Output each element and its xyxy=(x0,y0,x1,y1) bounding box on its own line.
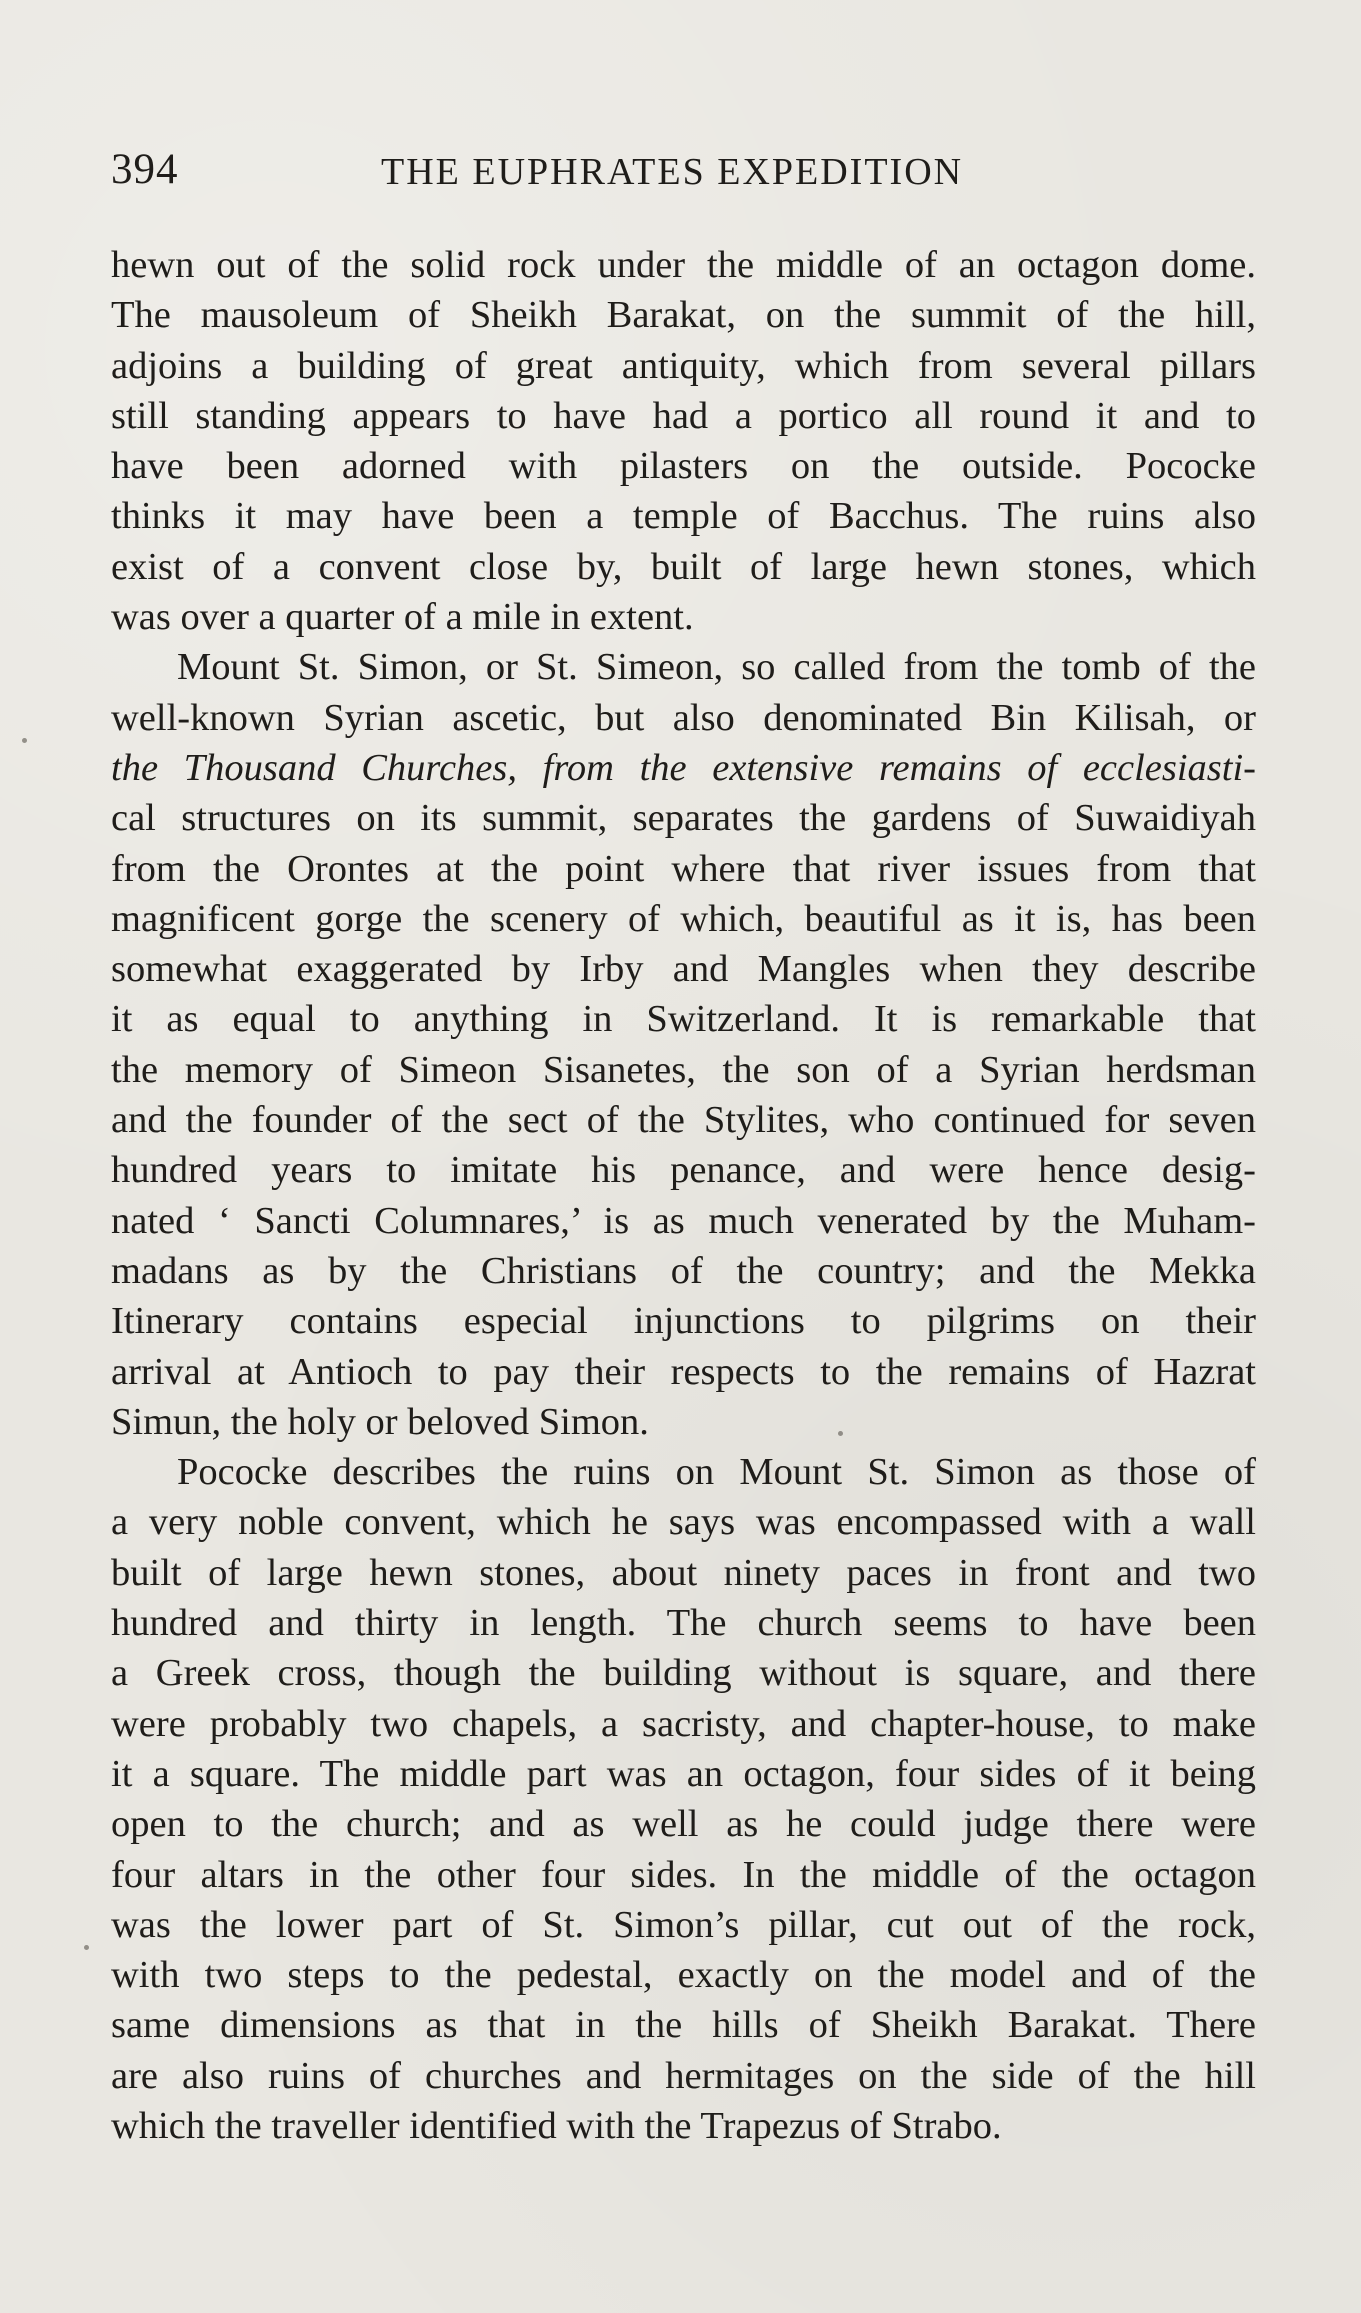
text-line: magnificent gorge the scenery of which, beautiful as it is, has been xyxy=(111,897,1256,940)
text-line: the Thousand Churches, from the extensive remains of ecclesiasti- xyxy=(111,746,1256,789)
text-line: open to the church; and as well as he could judge there were xyxy=(111,1803,1256,1846)
text-line: was the lower part of St. Simon’s pillar, cut out of the rock, xyxy=(111,1903,1256,1946)
text-line: built of large hewn stones, about ninety paces in front and two xyxy=(111,1551,1256,1594)
text-line: a very noble convent, which he says was encompassed with a wall xyxy=(111,1501,1256,1544)
paragraph-1 xyxy=(111,240,1256,642)
text-line: hewn out of the solid rock under the middle of an octagon dome. xyxy=(111,244,1256,286)
text-line: hundred years to imitate his penance, and were hence desig- xyxy=(111,1149,1256,1192)
paragraph-3 xyxy=(111,1447,1256,2151)
text-line: cal structures on its summit, separates the gardens of Suwaidiyah xyxy=(111,797,1256,840)
paper-speck xyxy=(838,1431,843,1436)
text-line: are also ruins of churches and hermitages on the side of the hill xyxy=(111,2054,1256,2097)
text-line: a Greek cross, though the building without is square, and there xyxy=(111,1652,1256,1695)
text-line: four altars in the other four sides. In the middle of the octagon xyxy=(111,1853,1256,1896)
body-text xyxy=(111,240,1256,2151)
text-line: it a square. The middle part was an octagon, four sides of it being xyxy=(111,1752,1256,1795)
text-line: same dimensions as that in the hills of Sheikh Barakat. There xyxy=(111,2004,1256,2047)
text-line: and the founder of the sect of the Stylites, who continued for seven xyxy=(111,1099,1256,1142)
paragraph-2 xyxy=(111,642,1256,1447)
text-line: with two steps to the pedestal, exactly on the model and of the xyxy=(111,1954,1256,1997)
text-line: the memory of Simeon Sisanetes, the son of a Syrian herdsman xyxy=(111,1048,1256,1091)
text-line: The mausoleum of Sheikh Barakat, on the summit of the hill, xyxy=(111,294,1256,337)
text-line: Simun, the holy or beloved Simon. xyxy=(111,1400,649,1443)
text-line: still standing appears to have had a portico all round it and to xyxy=(111,394,1256,437)
text-line: were probably two chapels, a sacristy, and chapter-house, to make xyxy=(111,1702,1256,1745)
text-line: from the Orontes at the point where that river issues from that xyxy=(111,847,1256,890)
text-line: arrival at Antioch to pay their respects to the remains of Hazrat xyxy=(111,1350,1256,1393)
running-head xyxy=(111,140,1261,200)
text-line: well-known Syrian ascetic, but also denominated Bin Kilisah, or xyxy=(111,696,1256,739)
text-line: Pococke describes the ruins on Mount St. Simon as those of xyxy=(177,1451,1256,1494)
text-line: it as equal to anything in Switzerland. It is remarkable that xyxy=(111,998,1256,1041)
text-line: Mount St. Simon, or St. Simeon, so called from the tomb of the xyxy=(177,646,1256,689)
text-line: thinks it may have been a temple of Bacchus. The ruins also xyxy=(111,495,1256,538)
text-line: adjoins a building of great antiquity, which from several pillars xyxy=(111,344,1256,387)
text-line: Itinerary contains especial injunctions to pilgrims on their xyxy=(111,1300,1256,1343)
running-title: THE EUPHRATES EXPEDITION xyxy=(381,151,964,193)
text-line: hundred and thirty in length. The church seems to have been xyxy=(111,1602,1256,1645)
text-line: somewhat exaggerated by Irby and Mangles when they describe xyxy=(111,948,1256,991)
text-line: nated ‘ Sancti Columnares,’ is as much venerated by the Muham- xyxy=(111,1199,1256,1242)
text-line: exist of a convent close by, built of large hewn stones, which xyxy=(111,545,1256,588)
paper-speck xyxy=(84,1945,89,1950)
text-line: was over a quarter of a mile in extent. xyxy=(111,596,694,639)
paper-speck xyxy=(22,738,27,743)
page-number: 394 xyxy=(111,146,179,193)
text-line: madans as by the Christians of the country; and the Mekka xyxy=(111,1249,1256,1292)
text-line: have been adorned with pilasters on the outside. Pococke xyxy=(111,445,1256,488)
text-line: which the traveller identified with the Trapezus of Strabo. xyxy=(111,2104,1002,2147)
